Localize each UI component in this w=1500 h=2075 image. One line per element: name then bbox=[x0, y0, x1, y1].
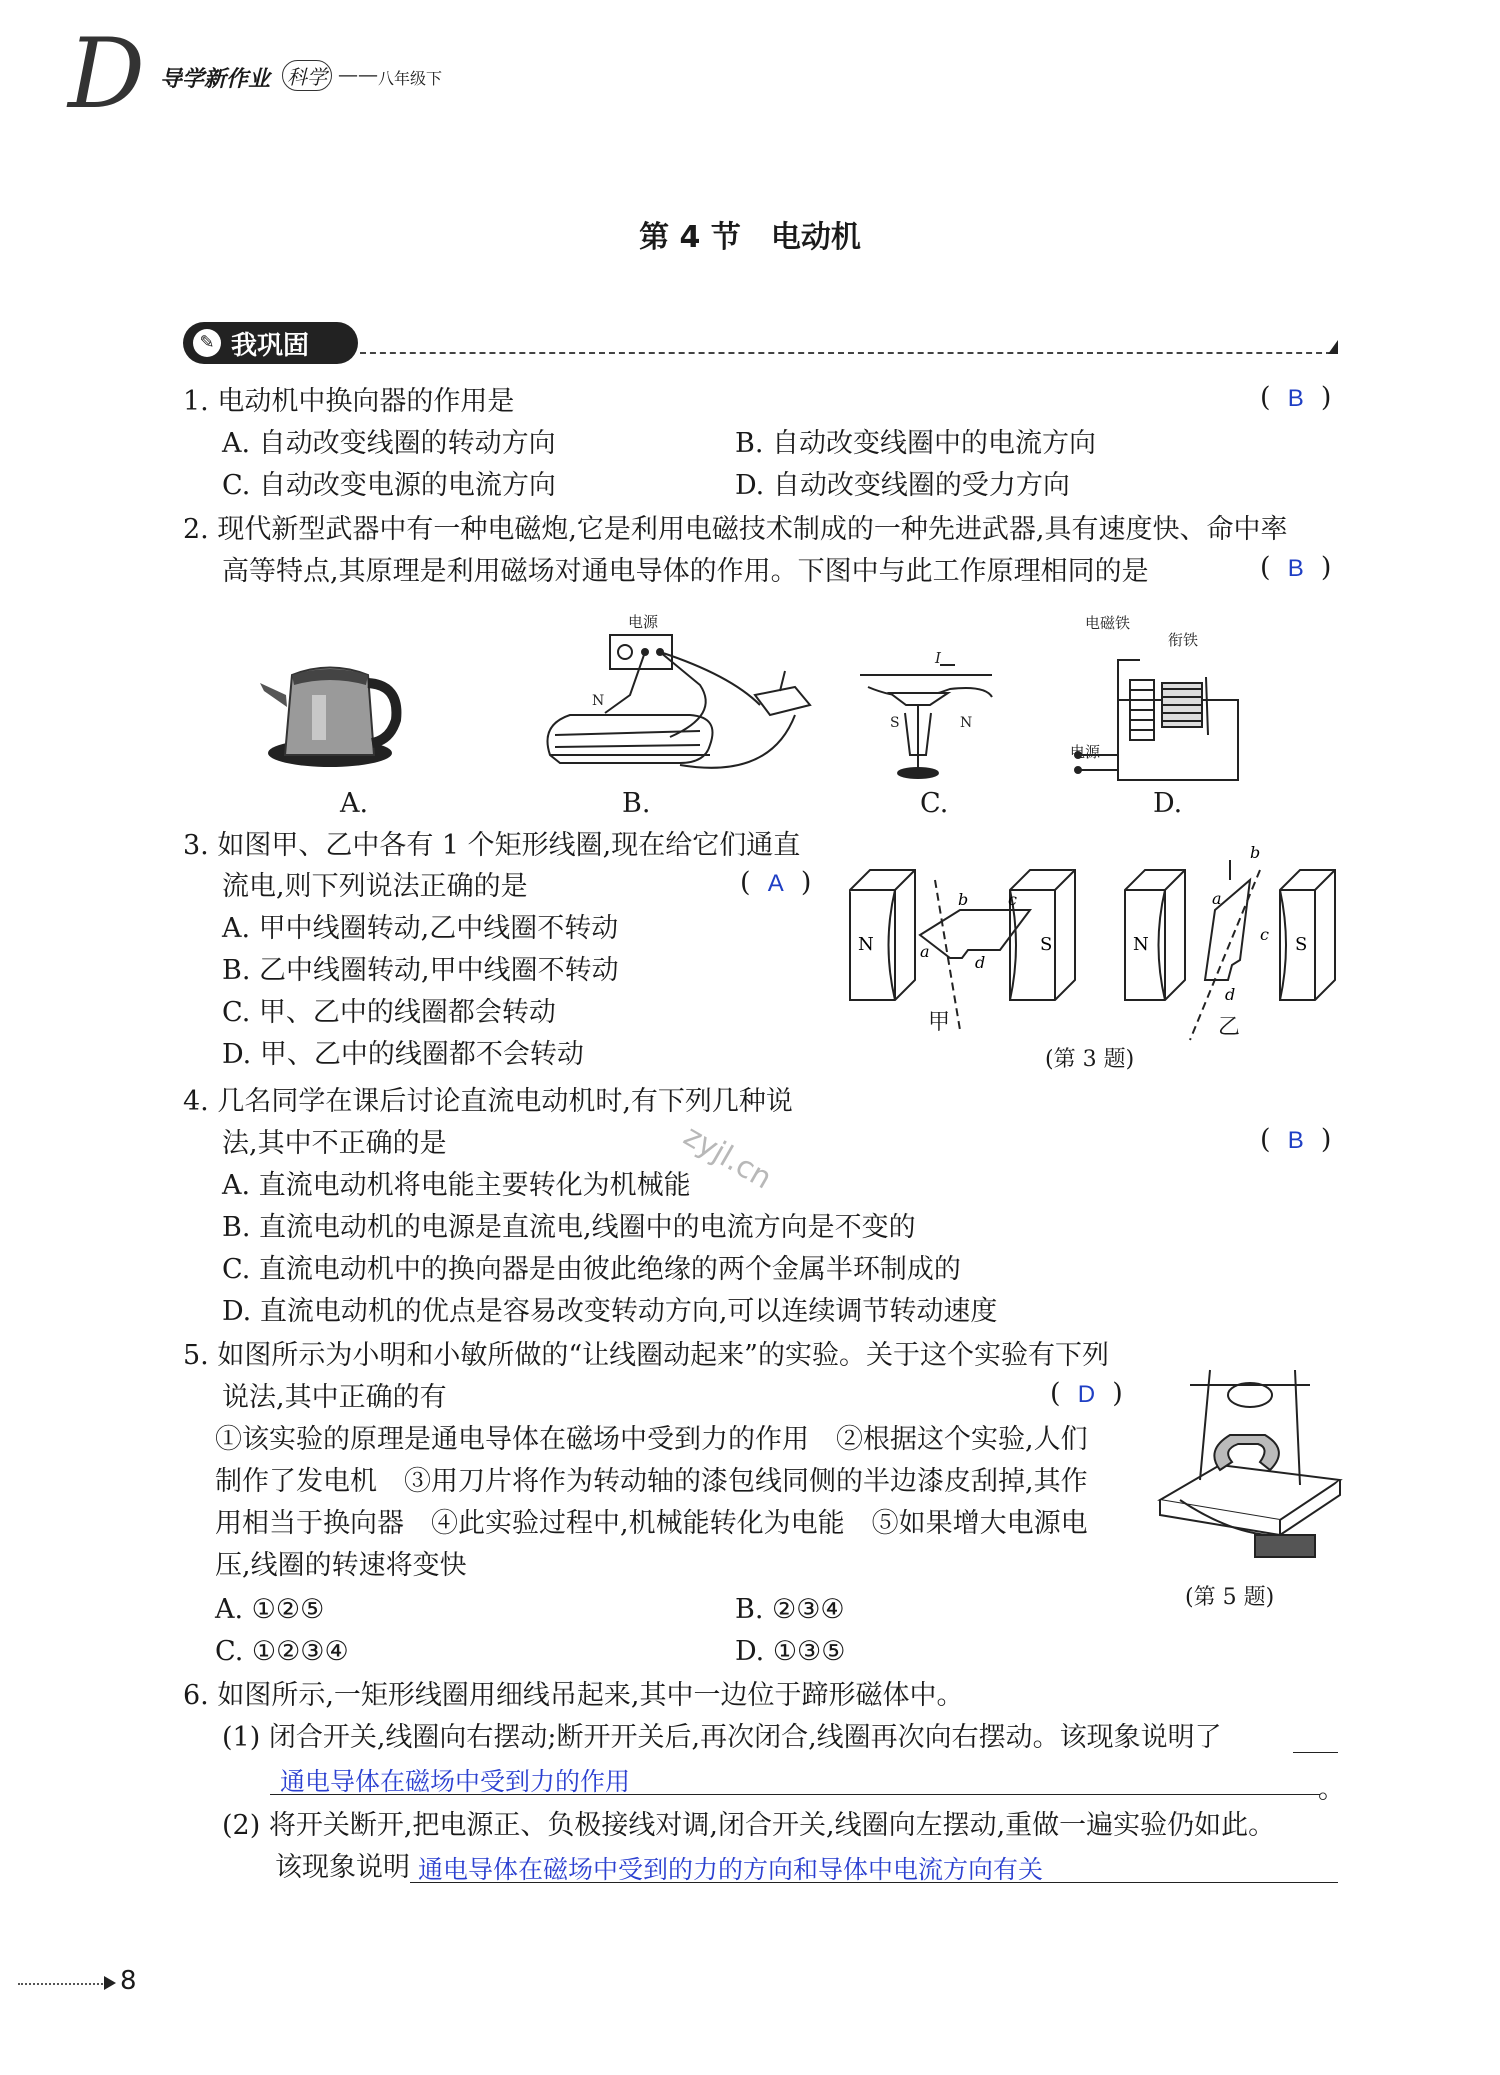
svg-text:b: b bbox=[1250, 843, 1261, 862]
q6-p1-answer: 通电导体在磁场中受到力的作用 bbox=[280, 1767, 631, 1796]
q4-line2: 法,其中不正确的是 bbox=[222, 1128, 447, 1159]
q5-line1: 5. 如图所示为小明和小敏所做的“让线圈动起来”的实验。关于这个实验有下列 bbox=[183, 1340, 1109, 1371]
q5-fig-caption: (第 5 题) bbox=[1185, 1585, 1275, 1610]
q1-stem: 1. 电动机中换向器的作用是 bbox=[183, 386, 515, 417]
q2-line2: 高等特点,其原理是利用磁场对通电导体的作用。下图中与此工作原理相同的是 bbox=[222, 556, 1149, 587]
footer-arrow-icon bbox=[104, 1976, 116, 1990]
q4-answer: B bbox=[1287, 1127, 1304, 1154]
svg-text:c: c bbox=[1008, 890, 1017, 909]
q6-p2-answer-line bbox=[410, 1882, 1338, 1883]
q5-body-2: 制作了发电机 ③用刀片将作为转动轴的漆包线同侧的半边漆皮刮掉,其作 bbox=[215, 1466, 1088, 1497]
q3-answer: A bbox=[767, 870, 784, 897]
watermark: zyjl.cn bbox=[677, 1118, 778, 1197]
q6-p2-prefix: 该现象说明 bbox=[275, 1852, 410, 1883]
q3-line2: 流电,则下列说法正确的是 bbox=[222, 871, 528, 902]
q4-line1: 4. 几名同学在课后讨论直流电动机时,有下列几种说 bbox=[183, 1086, 793, 1117]
footer-dotted-rule bbox=[18, 1983, 103, 1985]
page-number: 8 bbox=[120, 1966, 137, 1996]
pencil-icon: ✎ bbox=[193, 329, 221, 357]
q2-fig-label-d: D. bbox=[1153, 788, 1183, 819]
q6-p2: (2) 将开关断开,把电源正、负极接线对调,闭合开关,线圈向左摆动,重做一遍实验仍如此。 bbox=[222, 1810, 1276, 1841]
svg-text:a: a bbox=[920, 942, 930, 961]
header bbox=[60, 18, 620, 130]
q5-body-1: ①该实验的原理是通电导体在磁场中受到力的作用 ②根据这个实验,人们 bbox=[215, 1424, 1088, 1455]
relay-figure bbox=[1075, 660, 1238, 780]
svg-text:N: N bbox=[858, 934, 874, 955]
q2-figures bbox=[250, 605, 1280, 825]
q5-body-4: 压,线圈的转速将变快 bbox=[215, 1550, 467, 1581]
q1-option-b: B. 自动改变线圈中的电流方向 bbox=[735, 428, 1097, 459]
q5-answer: D bbox=[1077, 1381, 1096, 1408]
q1-option-d: D. 自动改变线圈的受力方向 bbox=[735, 470, 1070, 501]
header-dash: —— bbox=[338, 62, 378, 86]
q2-answer: B bbox=[1287, 555, 1304, 582]
q3-figure bbox=[840, 840, 1340, 1060]
q4-option-c: C. 直流电动机中的换向器是由彼此绝缘的两个金属半环制成的 bbox=[222, 1254, 961, 1285]
q1-answer: B bbox=[1287, 385, 1304, 412]
q6-p2-answer: 通电导体在磁场中受到的力的方向和导体中电流方向有关 bbox=[418, 1855, 1044, 1884]
q3-option-b: B. 乙中线圈转动,甲中线圈不转动 bbox=[222, 955, 619, 986]
q6-p1-period: 。 bbox=[1318, 1774, 1345, 1805]
svg-text:d: d bbox=[1225, 985, 1236, 1004]
q2-fig-label-a: A. bbox=[340, 788, 369, 819]
q2-line1: 2. 现代新型武器中有一种电磁炮,它是利用电磁技术制成的一种先进武器,具有速度快、命中率 bbox=[183, 514, 1288, 545]
q4-answer-bracket: ( B ) bbox=[1260, 1124, 1332, 1155]
q4-option-d: D. 直流电动机的优点是容易改变转动方向,可以连续调节转动速度 bbox=[222, 1296, 998, 1327]
fig-d-armature-label: 衔铁 bbox=[1168, 631, 1199, 649]
q5-body-3: 用相当于换向器 ④此实验过程中,机械能转化为电能 ⑤如果增大电源电 bbox=[215, 1508, 1088, 1539]
fig-c-current-label: I bbox=[935, 649, 941, 667]
q3-option-d: D. 甲、乙中的线圈都不会转动 bbox=[222, 1039, 584, 1070]
svg-text:N: N bbox=[1133, 934, 1149, 955]
q4-option-b: B. 直流电动机的电源是直流电,线圈中的电流方向是不变的 bbox=[222, 1212, 916, 1243]
fig-d-electromagnet-label: 电磁铁 bbox=[1085, 614, 1131, 632]
q6-p1: (1) 闭合开关,线圈向右摆动;断开开关后,再次闭合,线圈再次向右摆动。该现象说明了 bbox=[222, 1722, 1222, 1753]
q1-option-a: A. 自动改变线圈的转动方向 bbox=[222, 428, 556, 459]
q2-answer-bracket: ( B ) bbox=[1260, 552, 1332, 583]
q4-option-a: A. 直流电动机将电能主要转化为机械能 bbox=[222, 1170, 691, 1201]
svg-text:b: b bbox=[958, 890, 969, 909]
dashed-rule bbox=[360, 352, 1332, 354]
q6-p1-answer-line bbox=[270, 1794, 1320, 1795]
q5-option-d: D. ①③⑤ bbox=[735, 1636, 846, 1667]
q6-p1-blank-tail bbox=[1293, 1752, 1338, 1753]
fig-d-power-label: 电源 bbox=[1070, 743, 1101, 761]
rule-end-triangle bbox=[1328, 340, 1338, 354]
q5-option-b: B. ②③④ bbox=[735, 1594, 845, 1625]
rail-experiment-figure bbox=[548, 635, 811, 768]
section-badge bbox=[183, 322, 358, 364]
grade-label: 八年级下 bbox=[378, 69, 443, 88]
q5-option-a: A. ①②⑤ bbox=[215, 1594, 325, 1625]
series-title: 导学新作业 bbox=[160, 67, 271, 92]
q1-option-c: C. 自动改变电源的电流方向 bbox=[222, 470, 556, 501]
fig-c-s-label: S bbox=[890, 715, 900, 731]
q3-fig-jia: 甲 bbox=[928, 1010, 951, 1035]
q3-answer-bracket: ( A ) bbox=[740, 867, 812, 898]
q5-answer-bracket: ( D ) bbox=[1050, 1378, 1123, 1409]
q5-option-c: C. ①②③④ bbox=[215, 1636, 349, 1667]
logo-letter: D bbox=[68, 18, 145, 130]
q3-line1: 3. 如图甲、乙中各有 1 个矩形线圈,现在给它们通直 bbox=[183, 830, 801, 861]
svg-text:c: c bbox=[1260, 925, 1269, 944]
q2-fig-label-c: C. bbox=[920, 788, 949, 819]
section-title: 第 4 节 电动机 bbox=[639, 220, 861, 255]
q1-answer-bracket: ( B ) bbox=[1260, 382, 1332, 413]
fig-b-power-label: 电源 bbox=[628, 613, 659, 631]
q5-line2: 说法,其中正确的有 bbox=[222, 1382, 447, 1413]
subject-badge: 科学 bbox=[282, 60, 332, 91]
q3-option-c: C. 甲、乙中的线圈都会转动 bbox=[222, 997, 556, 1028]
q3-option-a: A. 甲中线圈转动,乙中线圈不转动 bbox=[222, 913, 619, 944]
q5-figure bbox=[1150, 1350, 1350, 1570]
fig-c-n-label: N bbox=[960, 715, 973, 731]
svg-text:S: S bbox=[1295, 934, 1308, 955]
q2-fig-label-b: B. bbox=[622, 788, 651, 819]
svg-text:a: a bbox=[1212, 889, 1222, 908]
svg-text:d: d bbox=[975, 953, 986, 972]
badge-label: 我巩固 bbox=[231, 331, 310, 361]
q3-fig-yi: 乙 bbox=[1218, 1015, 1241, 1040]
q6-stem: 6. 如图所示,一矩形线圈用细线吊起来,其中一边位于蹄形磁体中。 bbox=[183, 1680, 964, 1711]
q3-fig-caption: (第 3 题) bbox=[1045, 1047, 1135, 1072]
fig-b-n-label: N bbox=[592, 693, 605, 709]
kettle-figure bbox=[260, 668, 396, 768]
svg-text:S: S bbox=[1040, 934, 1053, 955]
